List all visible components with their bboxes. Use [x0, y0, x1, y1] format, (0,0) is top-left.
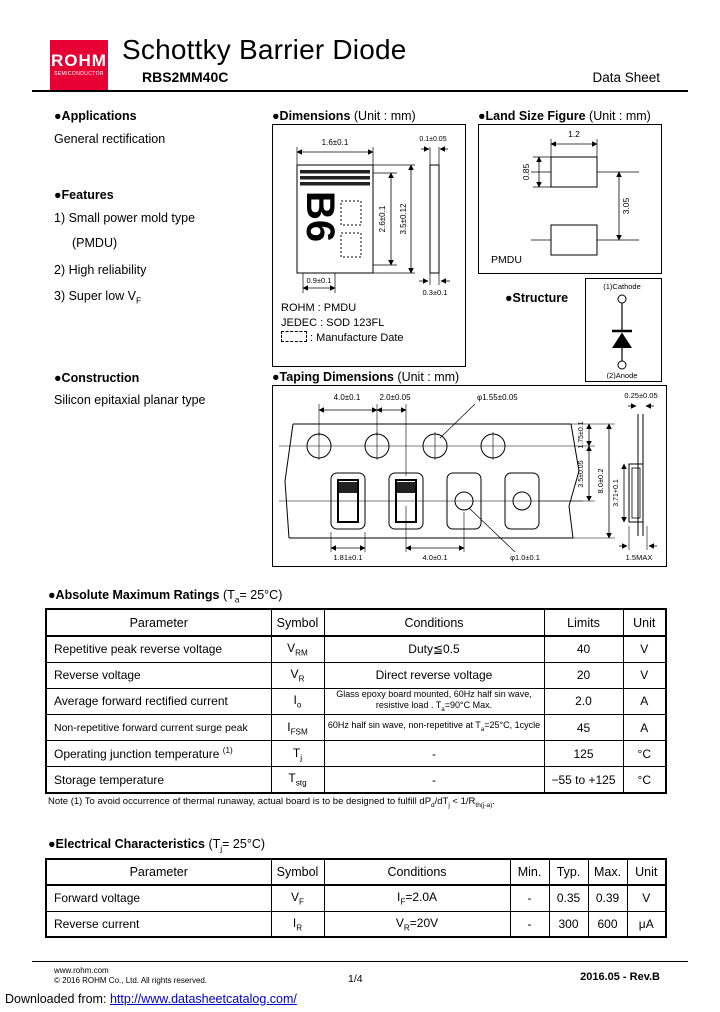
note-manufacture-date: : Manufacture Date	[281, 331, 404, 346]
dim-lead-length: 0.3±0.1	[422, 288, 448, 297]
dim-lead-width: 0.9±0.1	[306, 276, 332, 285]
dim-pad-height: 0.85	[521, 163, 531, 181]
col-limits: Limits	[544, 609, 623, 636]
pin2-anode-label: (2)Anode	[606, 371, 638, 379]
footer-page-number: 1/4	[348, 973, 363, 985]
dim-pocket-pitch: 4.0±0.1	[422, 553, 448, 562]
abs-ratings-heading-bold: ●Absolute Maximum Ratings	[48, 588, 220, 602]
dim-top-margin: 1.75±0.1	[578, 421, 585, 449]
dimensions-heading-unit: (Unit : mm)	[353, 109, 416, 123]
col-unit: Unit	[627, 859, 666, 885]
col-parameter: Parameter	[46, 859, 271, 885]
anode-terminal	[618, 361, 626, 369]
structure-figure	[585, 278, 662, 382]
taping-heading-bold: ●Taping Dimensions	[272, 370, 394, 384]
elec-chars-table	[45, 858, 667, 938]
dim-tape-width: 8.0±0.2	[596, 468, 605, 494]
dim-pad-width: 1.2	[568, 129, 580, 139]
cathode-band-bar	[300, 170, 370, 174]
datasheetcatalog-link[interactable]: http://www.datasheetcatalog.com/	[109, 992, 297, 1006]
feature-item-1b: (PMDU)	[72, 236, 118, 250]
pin1-cathode-label: (1)Cathode	[603, 282, 641, 291]
col-parameter: Parameter	[46, 609, 271, 636]
col-typ: Typ.	[549, 859, 588, 885]
taping-drawing	[273, 386, 664, 564]
dimensions-heading	[272, 109, 416, 123]
abs-ratings-heading-cond: $(T_a= 25^\circ C)$	[222, 588, 283, 605]
col-conditions: Conditions	[324, 609, 544, 636]
table-row: Average forward rectified current $I_o$ Glass epoxy board mounted, 60Hz half sin wave, resistive load . $T_a=90^\circ C$ Max. 2.0 A	[46, 688, 666, 715]
applications-body: General rectification	[54, 132, 166, 146]
dim-max-height: 1.5MAX	[625, 553, 653, 562]
part-number: RBS2MM40C	[142, 69, 229, 85]
taping-heading-unit: (Unit : mm)	[397, 370, 460, 384]
table-header-row	[46, 609, 666, 636]
feature-item-1: 1) Small power mold type	[54, 211, 196, 225]
dim-hole-dia: φ1.55±0.05	[477, 393, 518, 402]
taping-heading	[272, 370, 459, 384]
table-header-row	[46, 859, 666, 885]
features-heading: ●Features	[54, 188, 114, 202]
feature-item-3: 3) Super low $V_F$	[54, 289, 142, 306]
dimensions-heading-bold: ●Dimensions	[272, 109, 351, 123]
doc-type-label: Data Sheet	[592, 70, 660, 85]
elec-chars-heading-cond: $(T_j= 25^\circ C)$	[208, 837, 266, 854]
table-row: Reverse current $I_R$ $V_R=20V$ - 300 600 μA	[46, 911, 666, 937]
note-jedec: JEDEC : SOD 123FL	[281, 317, 385, 329]
rohm-logo-text: ROHM	[51, 51, 107, 70]
abs-ratings-heading	[48, 588, 282, 605]
footer-rule	[32, 961, 688, 962]
applications-heading: ●Applications	[54, 109, 137, 123]
dim-hole-to-pocket: 2.0±0.05	[379, 393, 411, 402]
footer-website: www.rohm.com	[54, 966, 109, 975]
dim-tape-thickness: 0.25±0.05	[624, 391, 658, 400]
rohm-logo	[50, 40, 108, 90]
land-size-figure	[478, 124, 662, 274]
elec-chars-heading-bold: ●Electrical Characteristics	[48, 837, 205, 851]
dim-lead-thickness: 0.1±0.05	[419, 136, 447, 143]
land-size-drawing	[479, 125, 659, 271]
table-row: Repetitive peak reverse voltage $V_{RM}$ Duty≦0.5 40 V	[46, 636, 666, 662]
note-rohm-package: ROHM : PMDU	[281, 302, 357, 314]
col-min: Min.	[510, 859, 549, 885]
footer-revision: 2016.05 - Rev.B	[580, 971, 660, 983]
table-row: Operating junction temperature $^{(1)}$ $T_j$ - 125 °C	[46, 741, 666, 767]
downloaded-from-label: Downloaded from:	[5, 992, 107, 1006]
downloaded-from-line	[5, 992, 297, 1006]
dimensions-notes	[281, 301, 404, 346]
abs-ratings-table	[45, 608, 667, 794]
construction-body: Silicon epitaxial planar type	[54, 393, 206, 407]
table-row: Forward voltage $V_F$ $I_F=2.0A$ - 0.35 0.39 V	[46, 885, 666, 911]
dim-pocket-length: 3.71+0.1	[613, 479, 620, 507]
dimensions-drawing	[273, 125, 463, 299]
diode-triangle	[612, 333, 632, 349]
land-size-heading	[478, 109, 651, 123]
package-marking: B6	[298, 191, 342, 243]
dim-total-length: 3.5±0.12	[399, 203, 408, 235]
construction-heading: ●Construction	[54, 371, 140, 385]
dim-pocket-width: 1.81±0.1	[333, 553, 363, 562]
cathode-terminal	[618, 295, 626, 303]
land-size-heading-bold: ●Land Size Figure	[478, 109, 586, 123]
header-rule	[32, 90, 688, 92]
col-conditions: Conditions	[324, 859, 510, 885]
table-row: Non-repetitive forward current surge peak $I_{FSM}$ 60Hz half sin wave, non-repetitive at $T_a=25^\circ C$, 1cycle 45 A	[46, 715, 666, 741]
pocket-profile	[629, 464, 643, 522]
abs-ratings-note: Note (1) To avoid occurrence of thermal runaway, actual board is to be designed to fulfill $dP_d/dT_j < 1/R_{th(j-a)}$.	[48, 796, 495, 809]
dim-top-width: 1.6±0.1	[321, 138, 349, 147]
footer-copyright: © 2016 ROHM Co., Ltd. All rights reserved.	[54, 976, 208, 985]
dashed-box-icon	[281, 331, 307, 342]
land-size-heading-unit: (Unit : mm)	[589, 109, 651, 123]
page-title: Schottky Barrier Diode	[122, 34, 407, 65]
col-symbol: Symbol	[271, 859, 324, 885]
table-row: Reverse voltage $V_R$ Direct reverse voltage 20 V	[46, 662, 666, 688]
dim-pocket-hole-dia: φ1.0±0.1	[510, 553, 540, 562]
feature-item-2: 2) High reliability	[54, 263, 147, 277]
dim-pad-pitch: 3.05	[621, 197, 631, 215]
diode-symbol	[586, 279, 659, 379]
col-max: Max.	[588, 859, 627, 885]
col-unit: Unit	[623, 609, 666, 636]
land-pad-top	[551, 157, 597, 187]
dim-body-length: 2.6±0.1	[378, 205, 387, 233]
dimensions-figure	[272, 124, 466, 367]
col-symbol: Symbol	[271, 609, 324, 636]
rohm-logo-subtext: SEMICONDUCTOR	[54, 71, 104, 77]
structure-heading: ●Structure	[505, 291, 569, 305]
land-pad-bottom	[551, 225, 597, 255]
taping-figure	[272, 385, 667, 567]
land-package-label: PMDU	[491, 254, 522, 266]
dim-hole-pitch: 4.0±0.1	[333, 393, 361, 402]
dim-hole-to-pocket-v: 3.5±0.05	[578, 460, 585, 488]
table-row: Storage temperature $T_{stg}$ - −55 to +125 °C	[46, 767, 666, 793]
elec-chars-heading	[48, 837, 265, 854]
